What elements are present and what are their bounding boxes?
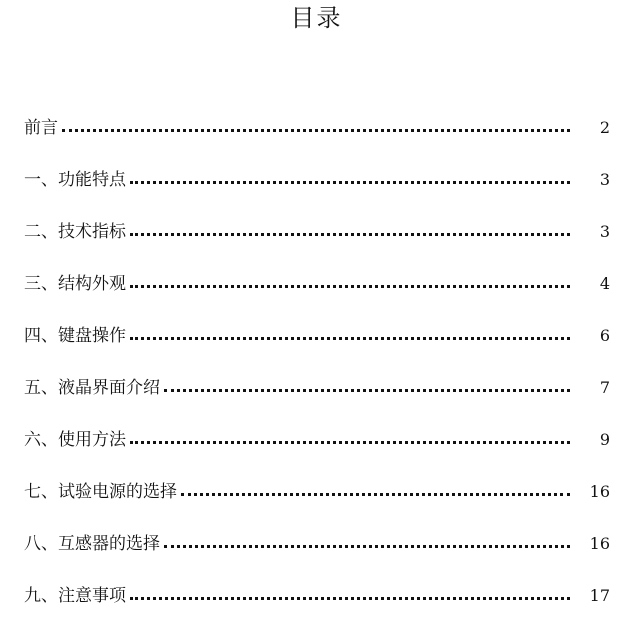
toc-entry-usage[interactable]	[24, 414, 610, 466]
toc-entry-page-number: 3	[599, 170, 610, 189]
toc-entry-label: 四、键盘操作	[24, 326, 126, 346]
toc-entry-page-number: 16	[589, 534, 610, 553]
toc-entry-lcd-interface[interactable]	[24, 362, 610, 414]
toc-entry-precautions[interactable]	[24, 570, 610, 622]
toc-entry-appearance[interactable]	[24, 258, 610, 310]
toc-entry-features[interactable]	[24, 154, 610, 206]
dot-leader	[130, 337, 570, 340]
toc-entry-label: 二、技术指标	[24, 222, 126, 242]
table-of-contents	[24, 102, 610, 622]
toc-entry-page-number: 3	[599, 222, 610, 241]
toc-entry-page-number: 9	[599, 430, 610, 449]
toc-entry-label: 七、试验电源的选择	[24, 482, 177, 502]
page-title: 目录	[290, 4, 343, 32]
dot-leader	[181, 493, 570, 496]
toc-entry-label: 前言	[24, 118, 58, 138]
dot-leader	[130, 233, 570, 236]
toc-entry-label: 九、注意事项	[24, 586, 126, 606]
dot-leader	[130, 597, 570, 600]
dot-leader	[62, 129, 570, 132]
toc-entry-page-number: 2	[599, 118, 610, 137]
toc-entry-label: 六、使用方法	[24, 430, 126, 450]
toc-entry-page-number: 7	[599, 378, 610, 397]
dot-leader	[130, 285, 570, 288]
toc-entry-page-number: 17	[589, 586, 610, 605]
toc-entry-page-number: 6	[599, 326, 610, 345]
toc-entry-page-number: 16	[589, 482, 610, 501]
dot-leader	[130, 441, 570, 444]
toc-entry-page-number: 4	[599, 274, 610, 293]
toc-entry-power-source[interactable]	[24, 466, 610, 518]
dot-leader	[130, 181, 570, 184]
dot-leader	[164, 389, 570, 392]
toc-entry-label: 八、互感器的选择	[24, 534, 160, 554]
toc-entry-preface[interactable]	[24, 102, 610, 154]
toc-entry-label: 五、液晶界面介绍	[24, 378, 160, 398]
toc-entry-label: 三、结构外观	[24, 274, 126, 294]
toc-entry-label: 一、功能特点	[24, 170, 126, 190]
toc-entry-specifications[interactable]	[24, 206, 610, 258]
dot-leader	[164, 545, 570, 548]
toc-entry-keyboard[interactable]	[24, 310, 610, 362]
toc-entry-transformer[interactable]	[24, 518, 610, 570]
